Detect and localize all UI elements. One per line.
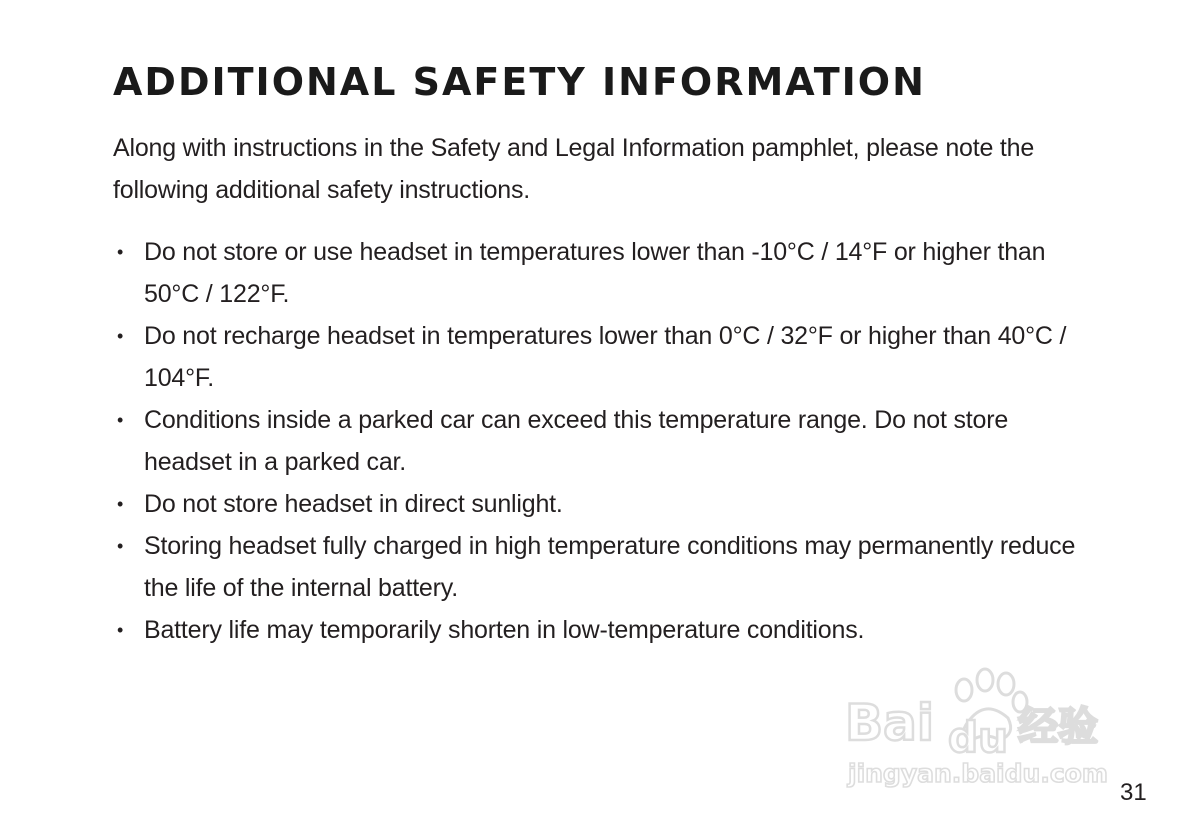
bullet-icon: • <box>116 494 124 514</box>
list-item-text: Do not store or use headset in temperatures lower than -10°C / 14°F or higher than 50°C / 122°F. <box>144 238 1046 308</box>
svg-text:du: du <box>948 713 1008 762</box>
page-number: 31 <box>1120 779 1147 806</box>
page-title: ADDITIONAL SAFETY INFORMATION <box>113 60 926 104</box>
list-item <box>113 231 1093 315</box>
list-item-text: Storing headset fully charged in high temperature conditions may permanently reduce the life of the internal battery. <box>144 532 1076 602</box>
list-item-text: Do not store headset in direct sunlight. <box>144 490 563 518</box>
bullet-icon: • <box>116 326 124 346</box>
bullet-icon: • <box>116 536 124 556</box>
list-item <box>113 525 1093 609</box>
list-item-text: Do not recharge headset in temperatures lower than 0°C / 32°F or higher than 40°C / 104°F. <box>144 322 1067 392</box>
bullet-icon: • <box>116 620 124 640</box>
list-item <box>113 399 1093 483</box>
baidu-watermark-logo <box>840 660 1130 800</box>
list-item <box>113 315 1093 399</box>
list-item <box>113 609 1093 651</box>
list-item <box>113 483 1093 525</box>
svg-text:Bai: Bai <box>845 694 934 752</box>
svg-text:经验: 经验 <box>1018 704 1098 750</box>
bullet-icon: • <box>116 242 124 262</box>
list-item-text: Battery life may temporarily shorten in low-temperature conditions. <box>144 616 865 644</box>
svg-text:jingyan.baidu.com: jingyan.baidu.com <box>848 759 1108 788</box>
bullet-icon: • <box>116 410 124 430</box>
safety-instructions-list <box>113 231 1093 651</box>
list-item-text: Conditions inside a parked car can exceed this temperature range. Do not store headset in a parked car. <box>144 406 1009 476</box>
intro-paragraph: Along with instructions in the Safety and Legal Information pamphlet, please note the following additional safety instructions. <box>113 134 1035 204</box>
